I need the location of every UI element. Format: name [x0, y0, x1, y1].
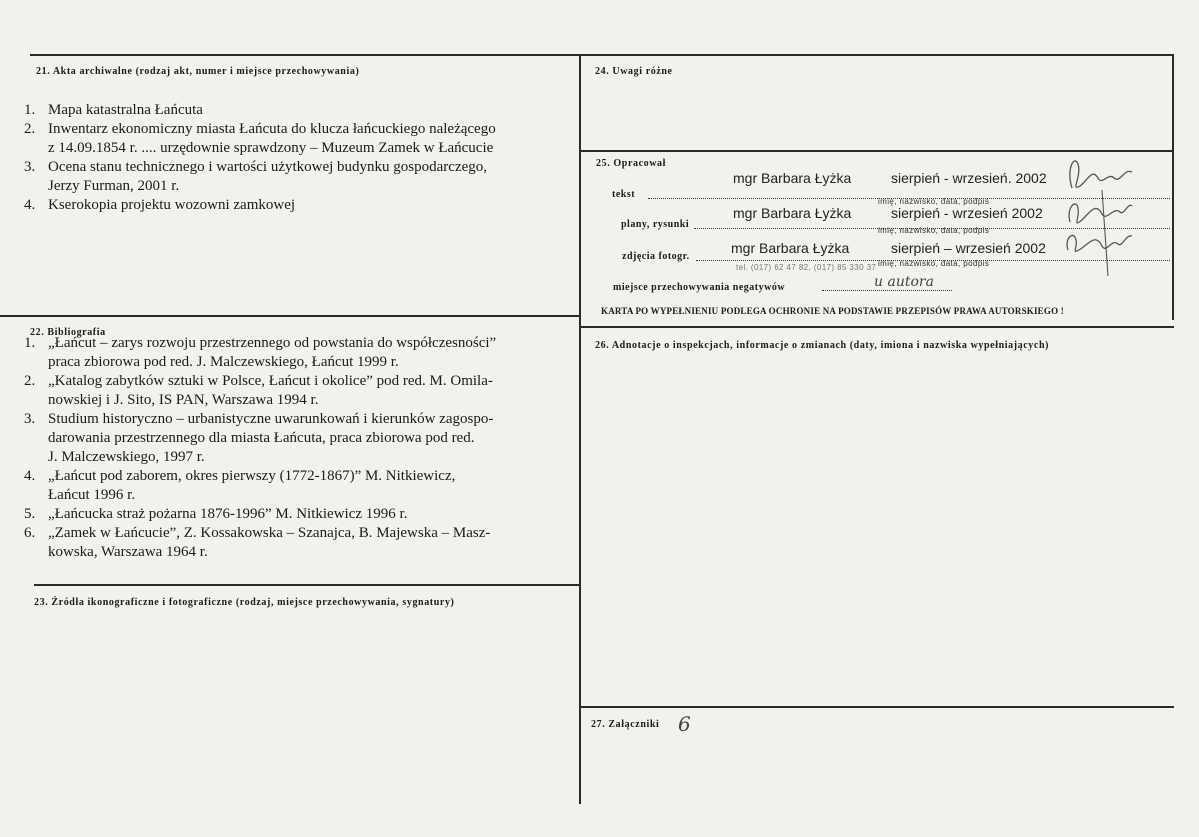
zrodla-header: 23. Źródła ikonograficzne i fotograficzne (rodzaj, miejsce przechowywania, sygnatury): [34, 597, 455, 608]
list-item: [24, 158, 574, 196]
negatywy-value: u autora: [874, 274, 934, 290]
rule-bibliografia-zrodla: [34, 584, 581, 586]
item-line: „Łańcucka straż pożarna 1876-1996” M. Nitkiewicz 1996 r.: [48, 506, 408, 522]
bibliografia-header: 22. Bibliografia: [30, 327, 106, 338]
plany-hint: imię, nazwisko, data, podpis: [878, 226, 990, 235]
copyright-notice: KARTA PO WYPEŁNIENIU PODLEGA OCHRONIE NA PODSTAWIE PRZEPISÓW PRAWA AUTORSKIEGO !: [601, 306, 1064, 316]
column-divider: [579, 54, 581, 804]
item-number: 2.: [24, 121, 36, 137]
zdjecia-label: zdjęcia fotogr.: [622, 251, 690, 262]
adnotacje-header: 26. Adnotacje o inspekcjach, informacje o zmianach (daty, imiona i nazwiska wypełniających): [595, 340, 1050, 351]
item-number: 3.: [24, 411, 36, 427]
uwagi-header: 24. Uwagi różne: [595, 66, 673, 77]
item-line: „Łańcut – zarys rozwoju przestrzennego od powstania do współczesności”: [48, 335, 497, 351]
list-item: [24, 524, 574, 562]
zdjecia-date: sierpień – wrzesień 2002: [891, 240, 1046, 256]
zdjecia-hint: imię, nazwisko, data, podpis: [878, 259, 990, 268]
item-number: 4.: [24, 197, 36, 213]
item-line: „Zamek w Łańcucie”, Z. Kossakowska – Szanajca, B. Majewska – Masz-: [48, 525, 491, 541]
tekst-hint: imię, nazwisko, data, podpis: [878, 197, 990, 206]
item-line: darowania przestrzennego dla miasta Łańcuta, praca zbiorowa pod red.: [48, 430, 475, 446]
stamp-phone: tel. (017) 62 47 82, (017) 85 330 37: [736, 263, 877, 272]
item-line: J. Malczewskiego, 1997 r.: [48, 449, 205, 465]
item-line: „Katalog zabytków sztuki w Polsce, Łańcut i okolice” pod red. M. Omila-: [48, 373, 493, 389]
list-item: [24, 334, 574, 372]
list-item: [24, 410, 574, 467]
list-item: [24, 101, 574, 120]
item-line: „Łańcut pod zaborem, okres pierwszy (1772-1867)” M. Nitkiewicz,: [48, 468, 456, 484]
item-line: Łańcut 1996 r.: [48, 487, 136, 503]
tekst-name: mgr Barbara Łyżka: [733, 170, 852, 186]
item-number: 1.: [24, 102, 36, 118]
item-line: Jerzy Furman, 2001 r.: [48, 178, 180, 194]
item-line: kowska, Warszawa 1964 r.: [48, 544, 208, 560]
top-rule-left: [30, 54, 582, 56]
item-line: Ocena stanu technicznego i wartości użytkowej budynku gospodarczego,: [48, 159, 488, 175]
item-line: z 14.09.1854 r. .... urzędownie sprawdzony – Muzeum Zamek w Łańcucie: [48, 140, 494, 156]
akta-header: 21. Akta archiwalne (rodzaj akt, numer i miejsce przechowywania): [36, 66, 360, 77]
bibliografia-list: [24, 334, 574, 562]
rule-opracowal-adnotacje: [580, 326, 1174, 328]
item-line: nowskiej i J. Sito, IS PAN, Warszawa 1994 r.: [48, 392, 319, 408]
item-line: Inwentarz ekonomiczny miasta Łańcuta do klucza łańcuckiego należącego: [48, 121, 496, 137]
tekst-date: sierpień - wrzesień. 2002: [891, 170, 1047, 186]
item-number: 2.: [24, 373, 36, 389]
plany-label: plany, rysunki: [621, 219, 690, 230]
list-item: [24, 196, 574, 215]
item-line: Kserokopia projektu wozowni zamkowej: [48, 197, 296, 213]
plany-name: mgr Barbara Łyżka: [733, 205, 852, 221]
negatywy-label: miejsce przechowywania negatywów: [613, 282, 786, 293]
list-item: [24, 372, 574, 410]
zdjecia-name: mgr Barbara Łyżka: [731, 240, 850, 256]
item-number: 4.: [24, 468, 36, 484]
signature-scribble-icon: [1062, 150, 1140, 280]
rule-akta-bibliografia: [0, 315, 581, 317]
list-item: [24, 505, 574, 524]
negatywy-dotted-line: [822, 290, 952, 291]
zalaczniki-header: 27. Załączniki: [591, 719, 660, 730]
list-item: [24, 467, 574, 505]
tekst-label: tekst: [612, 189, 636, 200]
item-line: Mapa katastralna Łańcuta: [48, 102, 203, 118]
rule-adnotacje-zalaczniki: [580, 706, 1174, 708]
right-edge-rule: [1172, 54, 1174, 320]
zalaczniki-value: 6: [678, 712, 691, 736]
item-number: 6.: [24, 525, 36, 541]
item-line: praca zbiorowa pod red. J. Malczewskiego, Łańcut 1999 r.: [48, 354, 399, 370]
akta-list: [24, 101, 574, 215]
item-number: 1.: [24, 335, 36, 351]
plany-date: sierpień - wrzesień 2002: [891, 205, 1043, 221]
item-line: Studium historyczno – urbanistyczne uwarunkowań i kierunków zagospo-: [48, 411, 494, 427]
list-item: [24, 120, 574, 158]
item-number: 3.: [24, 159, 36, 175]
top-rule-right: [580, 54, 1174, 56]
item-number: 5.: [24, 506, 36, 522]
opracowal-header: 25. Opracował: [596, 158, 667, 169]
